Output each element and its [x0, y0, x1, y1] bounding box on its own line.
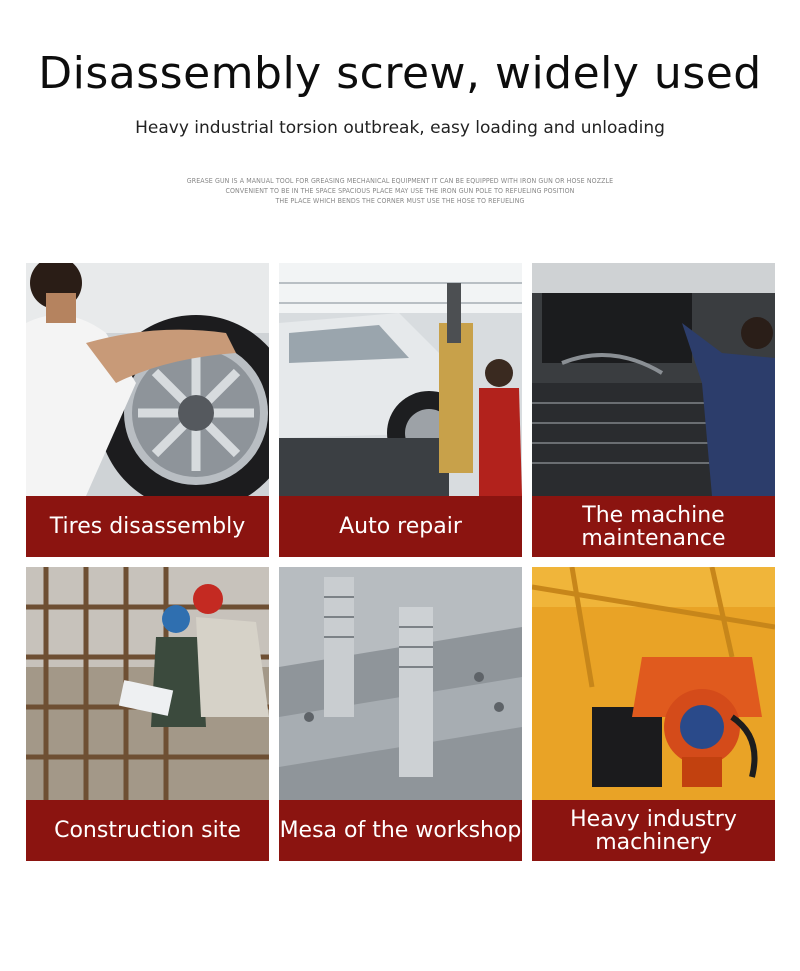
fine-print-line: GREASE GUN IS A MANUAL TOOL FOR GREASING MECHANICAL EQUIPMENT IT CAN BE EQUIPPED WITH IRON GUN OR HOSE NOZZLE [186, 177, 614, 185]
auto-repair-photo [279, 263, 522, 496]
fine-print [0, 176, 800, 206]
page-subtitle: Heavy industrial torsion outbreak, easy loading and unloading [135, 118, 665, 138]
heavy-machinery-photo [532, 567, 775, 800]
tire-photo [26, 263, 269, 496]
card-caption: Tires disassembly [26, 496, 269, 557]
card-auto-repair [279, 263, 522, 557]
card-caption: Heavy industry machinery [532, 800, 775, 861]
card-construction-site [26, 567, 269, 861]
card-machine-maintenance [532, 263, 775, 557]
card-caption: The machine maintenance [532, 496, 775, 557]
workshop-mesa-photo [279, 567, 522, 800]
card-caption: Mesa of the workshop [279, 800, 522, 861]
card-caption: Construction site [26, 800, 269, 861]
page-title: Disassembly screw, widely used [38, 48, 762, 99]
card-heavy-machinery [532, 567, 775, 861]
card-workshop-mesa [279, 567, 522, 861]
card-tires-disassembly [26, 263, 269, 557]
card-caption: Auto repair [279, 496, 522, 557]
machine-maintenance-photo [532, 263, 775, 496]
construction-site-photo [26, 567, 269, 800]
fine-print-line: CONVENIENT TO BE IN THE SPACE SPACIOUS PLACE MAY USE THE IRON GUN POLE TO REFUELING POSITION [225, 187, 575, 195]
fine-print-line: THE PLACE WHICH BENDS THE CORNER MUST USE THE HOSE TO REFUELING [275, 197, 525, 205]
